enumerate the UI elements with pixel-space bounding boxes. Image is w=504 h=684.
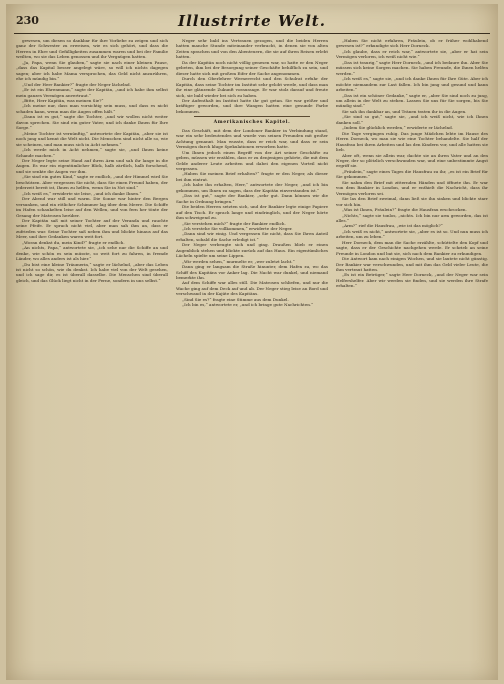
- article-paragraph: „Haben Sie nicht erfahren, Fräulein, ob er früher wohlhabend gewesen ist?“ erkundigte sich Herr Dorneck.: [336, 38, 488, 49]
- article-paragraph: „Du bist eine kleine Träumerin,“ sagte er lächelnd, „aber das Leben ist nicht so schön, wie du denkst. Ich habe viel von der Welt gesehen, und ich sage dir, es ist überall dasselbe. Die Menschen sind überall gleich, und das Glück liegt nicht in der Ferne, sondern in uns selbst.“: [16, 261, 168, 283]
- header-divider: [14, 33, 490, 34]
- article-paragraph: Auf dem Schiffe war alles still. Die Matrosen schliefen, und nur die Wache ging auf dem Deck auf und ab. Der Neger stieg leise an Bord und verschwand in der Kajüte des Kapitäns.: [176, 280, 328, 297]
- article-paragraph: Der Kapitän saß mit seiner Tochter auf der Veranda und rauchte seine Pfeife. Er sprach nicht viel, aber man sah ihm an, dass er zufrieden war. Seine Tochter saß neben ihm und blickte hinaus auf das Meer, und ihre Gedanken waren weit fort.: [16, 217, 168, 240]
- column-right: [336, 38, 488, 672]
- article-paragraph: „Sind Sie es?“ fragte eine Stimme aus dem Dunkel.: [182, 296, 289, 302]
- article-paragraph: „Bitte, Herr Kapitän, was meinen Sie?“: [22, 97, 104, 103]
- article-paragraph: „Ich verstehe Sie vollkommen,“ erwiderte der Neger.: [182, 225, 293, 231]
- article-paragraph: „Ich weiß es,“ sagte sie, „und ich danke Ihnen für Ihre Güte. Aber ich möchte niemandem zur Last fallen. Ich bin jung und gesund und kann arbeiten.“: [336, 76, 488, 93]
- article-paragraph: „Ich werde mich in Acht nehmen,“ sagte sie, „und Ihnen keine Schande machen.“: [16, 147, 168, 158]
- article-paragraph: „Das ist traurig,“ sagte Herr Dorneck, „und ich bedaure ihn. Aber Sie müssen sich keine Sorgen machen. Sie haben Freunde, die Ihnen helfen werden.“: [336, 59, 488, 76]
- article-paragraph: Der Neger legte seine Hand auf ihren Arm und sah ihr lange in die Augen. Es war ein eigentümlicher Blick, halb zärtlich, halb forschend, und sie senkte die Augen vor ihm.: [16, 157, 168, 174]
- article-paragraph: Sie las den Brief zweimal, dann ließ sie ihn sinken und blickte starr vor sich hin.: [336, 196, 488, 207]
- article-paragraph: „Dann ist es gut,“ sagte die Tochter, „und wir wollen nicht weiter davon sprechen. Sie sind ein guter Vater, und ich danke Ihnen für Ihre Sorge.“: [16, 114, 168, 131]
- article-paragraph: „Ich meine nur, dass man vorsichtig sein muss, und dass es nicht schaden kann, wenn man die Augen offen hält.“: [16, 103, 168, 114]
- article-paragraph: Der Aufenthalt im Institut hatte ihr gut getan. Sie war größer und kräftiger geworden, und ihre Wangen hatten eine gesunde Farbe bekommen.: [176, 97, 328, 114]
- article-paragraph: „Ich bin es,“ antwortete er, „und ich bringe gute Nachrichten.“: [182, 302, 314, 308]
- article-paragraph: Die beiden Herren setzten sich, und der Bankier legte einige Papiere auf den Tisch. Er sprach lange und eindringlich, und der Neger hörte ihm schweigend zu.: [176, 204, 328, 221]
- article-paragraph: „Ich weiß es,“ erwiderte sie leise, „und ich danke Ihnen.“: [22, 190, 142, 196]
- article-paragraph: „Sie sind so gut,“ sagte sie, „und ich weiß nicht, wie ich Ihnen danken soll.“: [336, 114, 488, 125]
- article-paragraph: „Wir werden sehen,“ murmelte er, „wer zuletzt lacht.“: [182, 258, 295, 264]
- article-paragraph: Die Tage vergingen ruhig. Das junge Mädchen lebte im Hause des Herrn Dorneck, wo man sie wie eine Tochter behandelte. Sie half der Hausfrau bei ihren Arbeiten und las den Kindern vor, und alle hatten sie lieb.: [336, 130, 488, 153]
- article-paragraph: „Arm?“ rief die Hausfrau, „wie ist das möglich?“: [342, 223, 443, 229]
- article-paragraph: Da der Kapitän noch nicht völlig genesen war, so hatte er den Neger gebeten, ihm bei der Besorgung seiner Geschäfte behilflich zu sein, und dieser hatte sich mit großem Eifer der Sache angenommen.: [176, 59, 328, 76]
- article-paragraph: Der Neger verbeugte sich und ging. Draußen blieb er einen Augenblick stehen und blickte zurück auf das Haus. Ein eigentümliches Lächeln spielte um seine Lippen.: [176, 242, 328, 259]
- article-paragraph: „Nichts,“ sagte sie tonlos, „nichts. Ich bin nur arm geworden, das ist alles.“: [336, 212, 488, 223]
- article-paragraph: „Sie sind ein gutes Kind,“ sagte er endlich, „und der Himmel wird Sie beschützen. Aber vergessen Sie nicht, dass Sie einen Freund haben, der jederzeit bereit ist, Ihnen zu helfen, wenn Sie in Not sind.“: [16, 174, 168, 191]
- article-paragraph: „Sie verstehen mich?“ fragte der Bankier endlich.: [182, 220, 286, 226]
- article-paragraph: Aber oft, wenn sie allein war, dachte sie an ihren Vater und an den Neger, der so plötzlich verschwunden war, und eine unbestimmte Angst ergriff sie.: [336, 152, 488, 169]
- article-paragraph: Dann ging er langsam die Straße hinunter, dem Hafen zu, wo das Schiff des Kapitäns vor Anker lag. Die Nacht war dunkel, und niemand bemerkte ihn.: [176, 264, 328, 281]
- article-paragraph: „Ja, Papa, wenn Sie glauben,“ sagte sie nach einer kleinen Pause, „dass das Kapital besser angelegt wäre, so will ich nichts dagegen sagen; aber ich habe Mama versprochen, das Geld nicht anzurühren, ehe ich mündig bin.“: [16, 59, 168, 82]
- article-paragraph: Um Ihnen jedoch einen Begriff von der Art seiner Geschäfte zu geben, müssen wir erzählen, dass er zu denjenigen gehörte, die mit dem Gelde anderer Leute arbeiten und dabei den eigenen Vorteil nicht vergessen.: [176, 149, 328, 171]
- article-paragraph: „Was ist Ihnen, Fräulein?“ fragte die Hausfrau erschrocken.: [342, 207, 467, 213]
- newspaper-page: [6, 4, 498, 680]
- article-paragraph: „Er ist ein Ehrenmann,“ sagte der Kapitän, „und ich habe ihm selbst mein ganzes Vermögen anvertraut.“: [16, 87, 168, 98]
- article-paragraph: „Fräulein,“ sagte eines Tages die Hausfrau zu ihr, „es ist ein Brief für Sie gekommen.“: [336, 168, 488, 180]
- article-paragraph: „An nichts, Papa,“ antwortete sie, „ich sehe nur die Schiffe an und denke, wie schön es sein müsste, so weit fort zu fahren, in fremde Länder, wo alles anders ist als hier.“: [16, 245, 168, 262]
- article-paragraph: „Das ist ein schöner Gedanke,“ sagte er, „aber Sie sind noch zu jung, um allein in der Welt zu stehen. Lassen Sie uns für Sie sorgen, bis Sie mündig sind.“: [336, 92, 488, 109]
- article-paragraph: „Ich habe ihn erhalten, Herr,“ antwortete der Neger, „und ich bin gekommen, um Ihnen zu sagen, dass der Kapitän einverstanden ist.“: [176, 182, 328, 193]
- article-paragraph: Sie sah ihn dankbar an, und Tränen traten ihr in die Augen.: [342, 108, 467, 114]
- article-paragraph: „Und der Herr Bankier?“ fragte der Neger lächelnd.: [22, 81, 131, 87]
- page-number: 230: [16, 14, 39, 27]
- column-middle: [176, 38, 328, 672]
- article-paragraph: „Meine Tochter ist vernünftig,“ antwortete der Kapitän, „aber sie ist noch jung und kennt die Welt nicht. Die Menschen sind nicht alle so, wie sie scheinen, und man muss sich in Acht nehmen.“: [16, 130, 168, 147]
- article-paragraph: Neger sehr bald ins Vertrauen gezogen, und die beiden Herren hatten manche Stunde miteinander verbracht, in denen sie von alten Zeiten sprachen und von den Abenteuern, die sie auf ihren Reisen erlebt hatten.: [176, 38, 328, 60]
- article-paragraph: „Ich weiß es nicht,“ antwortete sie, „aber es ist so. Und nun muss ich arbeiten, um zu leben.“: [336, 228, 488, 240]
- page-header: [12, 12, 492, 32]
- article-paragraph: „Haben Sie meinen Brief erhalten?“ fragte er den Neger, als dieser bei ihm eintrat.: [176, 171, 328, 182]
- article-paragraph: gewesen, um diesen so dankbar für ihre Vorliebe zu zeigen und sich ganz der Schwester zu erweisen, wie es sich gehört, und dass die Herren in Ehre und Gefälligkeiten zusammen waren und bei der Familie weilten, wo sie das Leben genossen und ihr Vergnügen hatten.: [16, 38, 168, 60]
- journal-title: Illustrirte Welt.: [178, 12, 326, 30]
- column-left: [16, 38, 168, 672]
- article-paragraph: „Dann sind wir einig. Und vergessen Sie nicht, dass Sie Ihren Anteil erhalten, sobald die Sache erledigt ist.“: [176, 231, 328, 242]
- article-paragraph: „Das ist gut,“ sagte der Bankier, „sehr gut. Dann können wir die Sache in Ordnung bringen.“: [176, 193, 328, 204]
- section-divider: [194, 116, 310, 117]
- section-heading: Amerikanisches Kapitel.: [213, 120, 291, 126]
- article-paragraph: Durch den Oberlehrer Wernerrecht und den Schulrat erfuhr der Kapitän, dass seine Tochter im Institut sehr gelobt werde, und dass man ihr eine glänzende Zukunft voraussage. Er war stolz darauf und freute sich, sie bald wieder bei sich zu haben.: [176, 76, 328, 98]
- article-paragraph: Der Abend war still und warm. Die Sonne war hinter den Bergen versunken, und ein rötlicher Schimmer lag über dem Meere. Die Schiffe im Hafen schaukelten leise auf den Wellen, und von fern her tönte der Gesang der Matrosen herüber.: [16, 196, 168, 218]
- article-paragraph: Das Geschäft, mit dem der Londoner Bankier in Verbindung stand, war ein sehr bedeutendes und wurde von seinen Freunden mit großer Achtung genannt. Man wusste, dass er reich war, und dass er sein Vermögen durch kluge Spekulationen erworben hatte.: [176, 127, 328, 150]
- article-paragraph: Herr Dorneck, dem man die Sache erzählte, schüttelte den Kopf und sagte, dass er der Geschichte nachgehen werde. Er schrieb an seine Freunde in London und bat sie, sich nach dem Bankier zu erkundigen.: [336, 239, 488, 256]
- article-paragraph: „Indem Sie glücklich werden,“ erwiderte er lächelnd.: [342, 125, 454, 131]
- article-paragraph: „Ich glaube, dass er reich war,“ antwortete sie, „aber er hat sein Vermögen verloren, ich weiß nicht wie.“: [336, 48, 488, 60]
- article-paragraph: Die Antwort kam nach einigen Wochen, und sie lautete nicht günstig. Der Bankier war verschwunden, und mit ihm das Geld vieler Leute, die ihm vertraut hatten.: [336, 256, 488, 273]
- text-columns: [16, 38, 488, 672]
- article-paragraph: „Es ist ein Betrüger,“ sagte Herr Dorneck, „und der Neger war sein Helfershelfer. Aber wir werden sie finden, und sie werden ihre Strafe erhalten.“: [336, 272, 488, 289]
- article-paragraph: „Woran denkst du, mein Kind?“ fragte er endlich.: [22, 239, 125, 245]
- article-paragraph: Sie nahm den Brief mit zitternden Händen und öffnete ihn. Er war von dem Bankier in London, und er enthielt die Nachricht, dass ihr Vermögen verloren sei.: [336, 179, 488, 196]
